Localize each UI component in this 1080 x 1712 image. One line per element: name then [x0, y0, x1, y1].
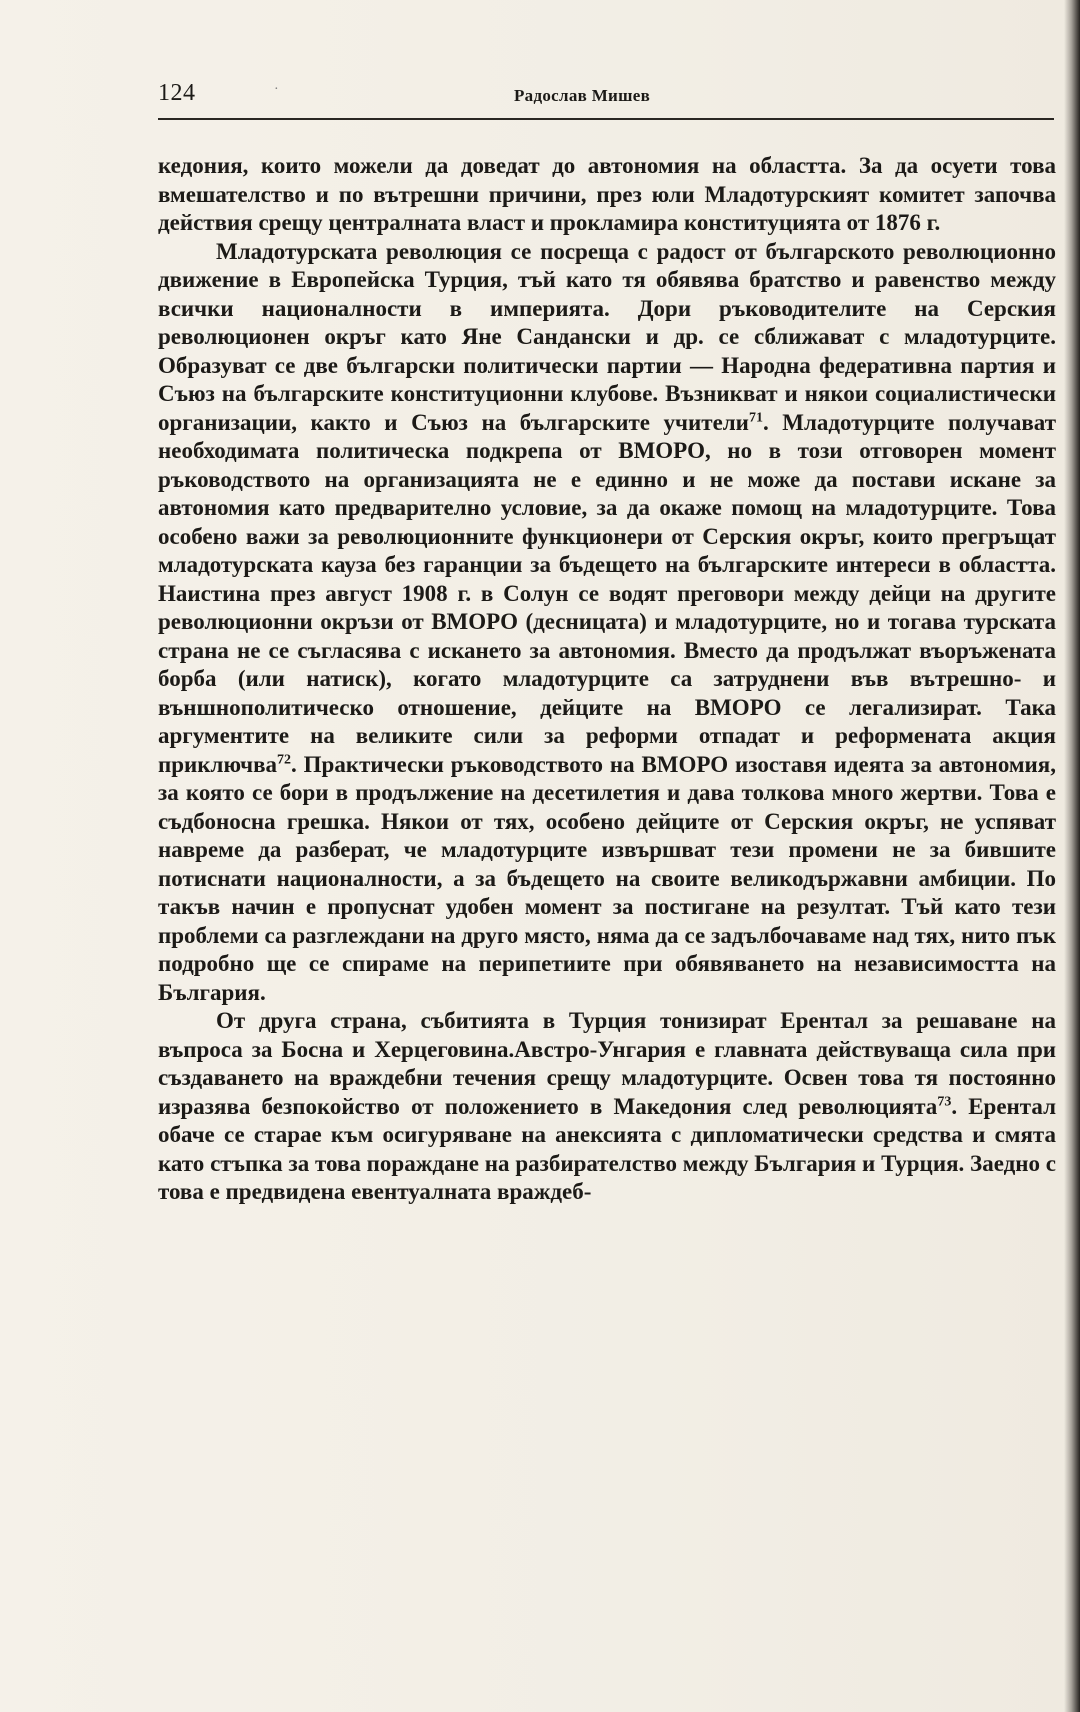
paragraph-2	[158, 238, 1056, 1008]
paragraph-3-text-part-2: . Ерентал обаче се старае към осигуряване на анексията с дипломатически средства и смята като стъпка за това пораждане на разбирателство между България и Турция. Заедно с това е предвидена евентуалната враждеб-	[158, 1093, 1056, 1204]
body-text	[158, 152, 1056, 1207]
paragraph-3	[158, 1007, 1056, 1207]
footnote-ref-71: 71	[748, 409, 763, 425]
footnote-ref-72: 72	[277, 751, 292, 767]
page-header	[158, 80, 1058, 120]
header-mark: ·	[274, 82, 279, 97]
footnote-ref-73: 73	[937, 1093, 952, 1109]
paragraph-2-text-part-3: . Практически ръководството на ВМОРО изоставя идеята за автономия, за която се бори в продължение на десетилетия и дава толкова много жертви. Това е съдбоносна грешка. Някои от тях, особено дейците от Серския окръг, не успяват навреме да разберат, че младотурците извършват тези промени не за бившите потиснати националности, а за бъдещето на своите великодържавни амбиции. По такъв начин е пропуснат удобен момент за постигане на резултат. Тъй като тези проблеми са разглеждани на друго място, няма да се задълбочаваме над тях, нито пък подробно ще се спираме на перипетиите при обявяването на независимостта на България.	[158, 751, 1056, 1005]
page-number: 124	[158, 80, 196, 106]
header-rule	[158, 118, 1054, 120]
paragraph-1	[158, 152, 1056, 238]
page-edge-shadow	[1064, 0, 1080, 1712]
paragraph-2-text-part-1: Младотурската революция се посреща с радост от българското революционно движение в Европейска Турция, тъй като тя обявява братство и равенство между всички националности в империята. Дори ръководителите на Серския революционен окръг като Яне Сандански и др. се сближават с младотурците. Образуват се две български политически партии — Народна федеративна партия и Съюз на българските конституционни клубове. Възникват и някои социалистически организации, както и Съюз на българските учители	[158, 238, 1056, 435]
paragraph-3-text-part-1: От друга страна, събитията в Турция тонизират Ерентал за решаване на въпроса за Босна и Херцеговина.Австро-Унгария е главната действуваща сила при създаването на враждебни течения срещу младотурците. Освен това тя постоянно изразява безпокойство от положението в Македония след революцията	[158, 1008, 1056, 1119]
paragraph-2-text-part-2: . Младотурците получават необходимата политическа подкрепа от ВМОРО, но в този отговорен момент ръководството на организацията не е единно и не може да постави искане за автономия като предварително условие, за да окаже помощ на младотурците. Това особено важи за революционните функционери от Серския окръг, които прегръщат младотурската кауза без гаранции за бъдещето на българските интереси в областта. Наистина през август 1908 г. в Солун се водят преговори между дейци на другите революционни окръзи от ВМОРО (десницата) и младотурците, но и тогава турската страна не се съгласява с искането за автономия. Вместо да продължат въоръжената борба (или натиск), когато младотурците са затруднени във вътрешно- и външнополитическо отношение, дейците на ВМОРО се легализират. Така аргументите на великите сили за реформи отпадат и реформената акция приключва	[158, 409, 1056, 777]
running-head: Радослав Мишев	[514, 86, 651, 105]
paragraph-1-text: кедония, които можели да доведат до автономия на областта. За да осуети това вмешателство и по вътрешни причини, през юли Младотурският комитет започва действия срещу централната власт и прокламира конституцията от 1876 г.	[158, 153, 1056, 235]
